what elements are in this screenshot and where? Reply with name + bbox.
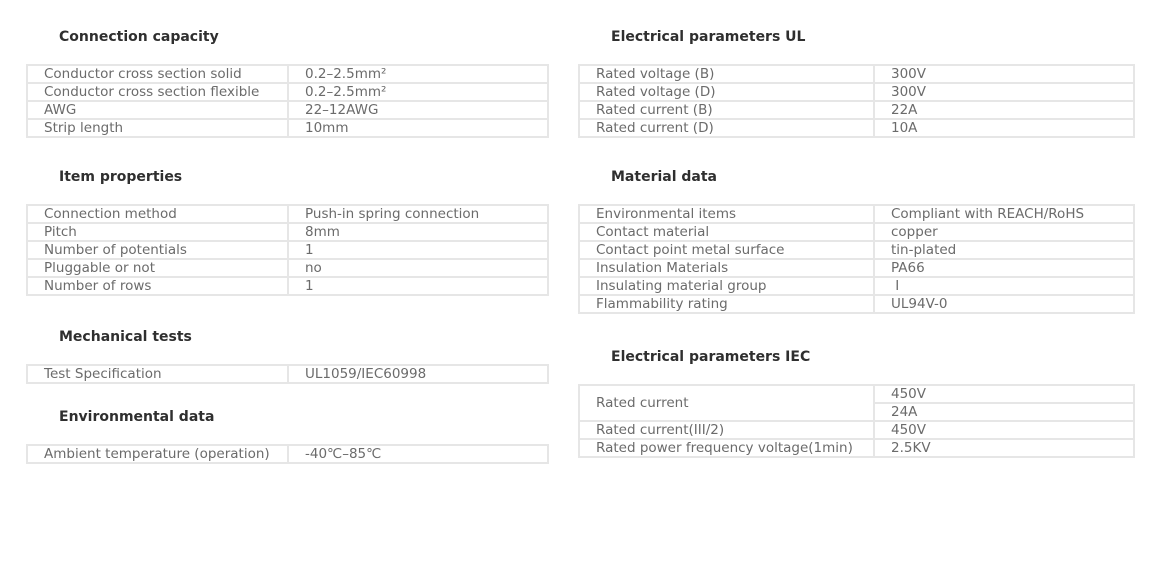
row-label: Rated current (D) [579,119,874,137]
table-row [579,223,1134,241]
table-row [27,241,548,259]
table-row [579,205,1134,223]
row-label: Flammability rating [579,295,874,313]
table-row [579,119,1134,137]
row-label: Connection method [27,205,288,223]
row-label: Test Specification [27,365,288,383]
table-row [27,259,548,277]
section-title: Material data [611,169,717,185]
row-label: Ambient temperature (operation) [27,445,288,463]
table-row [579,439,1134,457]
table-row [579,241,1134,259]
section-title: Item properties [59,169,183,185]
connection-capacity-table [26,64,549,138]
item-properties-table [26,204,549,296]
row-value: 8mm [288,223,548,241]
section-title: Connection capacity [59,29,219,45]
row-value: 22–12AWG [288,101,548,119]
environmental-data-table [26,444,549,464]
row-value: 0.2–2.5mm² [288,83,548,101]
row-label: Environmental items [579,205,874,223]
row-value: 450V [874,421,1134,439]
table-row [27,65,548,83]
electrical-ul-table [578,64,1135,138]
table-row [27,277,548,295]
row-label: Pluggable or not [27,259,288,277]
table-row [27,119,548,137]
row-value: 10A [874,119,1134,137]
row-label: Pitch [27,223,288,241]
row-value: 10mm [288,119,548,137]
section-title: Electrical parameters IEC [611,349,811,365]
row-label: Rated current (B) [579,101,874,119]
row-value: 22A [874,101,1134,119]
row-value: 0.2–2.5mm² [288,65,548,83]
table-row [579,259,1134,277]
row-value: copper [874,223,1134,241]
row-value: UL94V-0 [874,295,1134,313]
table-row [579,101,1134,119]
row-value: Compliant with REACH/RoHS [874,205,1134,223]
row-label: Rated current [579,385,874,421]
row-label: Conductor cross section solid [27,65,288,83]
row-value: 300V [874,65,1134,83]
row-value: PA66 [874,259,1134,277]
table-row [27,223,548,241]
table-row [579,421,1134,439]
table-row [27,205,548,223]
row-value: 2.5KV [874,439,1134,457]
row-label: Rated voltage (D) [579,83,874,101]
row-label: AWG [27,101,288,119]
table-row [27,101,548,119]
table-row [579,83,1134,101]
section-title: Electrical parameters UL [611,29,806,45]
table-row [27,365,548,383]
table-row [579,295,1134,313]
row-label: Number of potentials [27,241,288,259]
row-label: Insulation Materials [579,259,874,277]
material-data-table [578,204,1135,314]
row-label: Rated current(III/2) [579,421,874,439]
row-label: Rated power frequency voltage(1min) [579,439,874,457]
row-label: Strip length [27,119,288,137]
electrical-iec-table [578,384,1135,458]
row-label: Conductor cross section flexible [27,83,288,101]
row-value: 1 [288,277,548,295]
row-label: Rated voltage (B) [579,65,874,83]
row-value: 1 [288,241,548,259]
table-row [579,277,1134,295]
section-title: Environmental data [59,409,215,425]
row-label: Insulating material group [579,277,874,295]
row-value: -40℃–85℃ [288,445,548,463]
row-label: Contact material [579,223,874,241]
table-row [27,83,548,101]
row-value: UL1059/IEC60998 [288,365,548,383]
section-title: Mechanical tests [59,329,192,345]
mechanical-tests-table [26,364,549,384]
table-row [579,385,1134,403]
table-row [27,445,548,463]
row-value: Push-in spring connection [288,205,548,223]
row-value: no [288,259,548,277]
row-value: 450V [874,385,1134,403]
row-value: I [874,277,1134,295]
row-value: 24A [874,403,1134,421]
row-label: Number of rows [27,277,288,295]
row-value: 300V [874,83,1134,101]
row-value: tin-plated [874,241,1134,259]
row-label: Contact point metal surface [579,241,874,259]
table-row [579,65,1134,83]
